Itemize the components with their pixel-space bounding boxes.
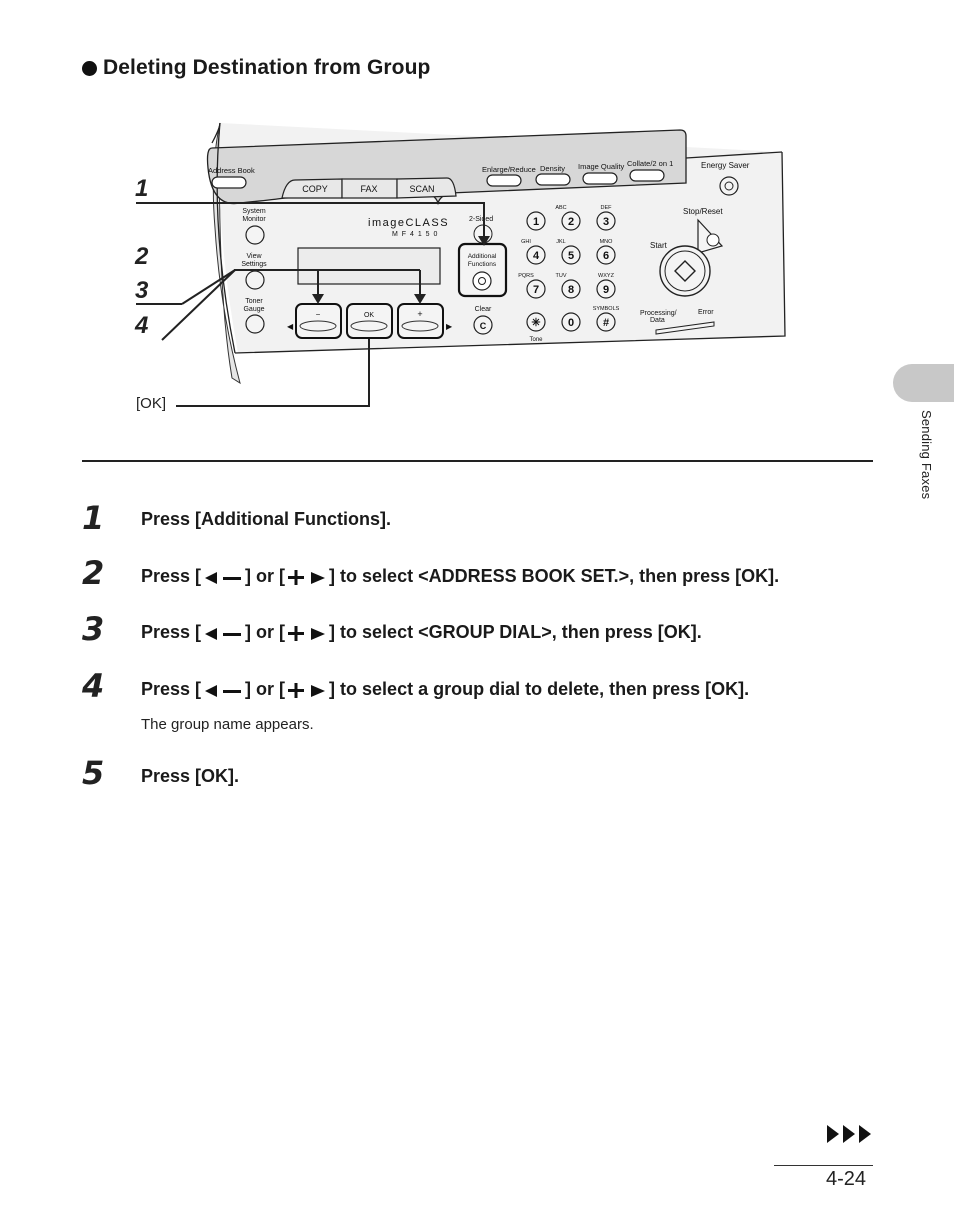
keypad-digit: 5	[567, 250, 575, 262]
bullet-icon	[82, 61, 97, 76]
step-number: 1	[82, 499, 105, 537]
left-arrow-icon: ◀	[287, 322, 294, 331]
collate-label: Collate/2 on 1	[627, 159, 674, 168]
right-arrow-icon: ▶	[446, 322, 453, 331]
section-heading	[82, 56, 430, 80]
system-monitor-button[interactable]	[246, 226, 264, 244]
keypad-digit: #	[602, 317, 610, 329]
view-settings-button[interactable]	[246, 271, 264, 289]
plus-label: +	[417, 309, 423, 319]
plus-right-key-icon	[285, 569, 329, 585]
callout-2: 2	[135, 243, 149, 270]
keypad-digit: 8	[567, 284, 575, 296]
energy-saver-label: Energy Saver	[701, 161, 750, 170]
keypad-letters: SYMBOLS	[592, 306, 620, 312]
additional-functions-label-1: Additional	[467, 253, 497, 260]
plus-right-key-icon	[285, 682, 329, 698]
density-label: Density	[540, 164, 566, 173]
section-divider	[82, 460, 873, 462]
energy-saver-button[interactable]	[720, 177, 738, 195]
step-number: 3	[82, 610, 105, 648]
page-number: 4-24	[826, 1168, 867, 1190]
keypad-digit: 3	[602, 216, 610, 228]
stop-reset-button[interactable]	[707, 234, 719, 246]
system-monitor-label-2: Monitor	[242, 216, 266, 223]
density-button[interactable]	[536, 174, 570, 185]
error-label: Error	[698, 309, 714, 316]
step-number: 5	[82, 754, 105, 792]
keypad-letters: MNO	[599, 239, 613, 245]
keypad-letters: PQRS	[518, 273, 534, 279]
keypad-letters: DEF	[600, 205, 612, 211]
keypad-letters: GHI	[521, 239, 531, 245]
plus-right-key-icon	[285, 625, 329, 641]
keypad-digit: 7	[532, 284, 540, 296]
keypad-digit: 1	[532, 216, 540, 228]
chapter-tab-label: Sending Faxes	[919, 410, 934, 500]
step-number: 2	[82, 554, 105, 592]
toner-gauge-label-1: Toner	[245, 298, 263, 305]
model-name: M F 4 1 5 0	[392, 231, 439, 238]
keypad-digit: 4	[532, 250, 540, 262]
processing-label-2: Data	[650, 317, 665, 324]
toner-gauge-label-2: Gauge	[243, 306, 265, 313]
control-panel-illustration	[120, 108, 800, 408]
additional-functions-label-2: Functions	[467, 261, 497, 268]
callout-4: 4	[135, 312, 149, 339]
keypad-digit: 6	[602, 250, 610, 262]
chapter-tab	[893, 364, 954, 402]
keypad-letters: TUV	[555, 273, 567, 279]
image-quality-label: Image Quality	[578, 162, 625, 171]
brand-logo: imageCLASS	[368, 217, 450, 229]
continue-arrows-icon	[826, 1124, 874, 1144]
step-text: Press [ ] or [ ] to select a group dial to delete, then press [OK].	[141, 679, 750, 699]
tab-fax-label: FAX	[360, 184, 378, 194]
clear-key-label: C	[479, 321, 487, 331]
keypad-digit: 0	[567, 317, 575, 329]
tone-label: Tone	[529, 337, 543, 343]
ok-label: OK	[363, 312, 375, 319]
start-label: Start	[650, 241, 667, 250]
left-minus-key-icon	[201, 569, 245, 585]
callout-3: 3	[135, 277, 149, 304]
keypad-letters: ABC	[555, 205, 567, 211]
step-text: Press [ ] or [ ] to select <GROUP DIAL>, then press [OK].	[141, 622, 702, 642]
step-text: Press [Additional Functions].	[141, 509, 392, 529]
left-minus-key-icon	[201, 625, 245, 641]
step-number: 4	[82, 667, 105, 705]
stop-reset-label: Stop/Reset	[683, 207, 723, 216]
step-text: Press [OK].	[141, 766, 240, 786]
minus-label: −	[315, 310, 321, 319]
tab-copy-label: COPY	[302, 184, 328, 194]
ok-callout-label: [OK]	[136, 395, 167, 412]
processing-label-1: Processing/	[640, 310, 677, 317]
step-4-note: The group name appears.	[141, 716, 314, 733]
keypad-digit: ✳	[531, 317, 541, 329]
view-settings-label-1: View	[246, 253, 262, 260]
section-title: Deleting Destination from Group	[103, 56, 431, 79]
keypad-letters: WXYZ	[598, 273, 614, 279]
address-book-label: Address Book	[208, 166, 255, 175]
clear-label: Clear	[474, 306, 492, 313]
additional-functions-button[interactable]	[473, 272, 491, 290]
lcd-display	[298, 248, 440, 284]
address-book-button[interactable]	[212, 177, 246, 188]
collate-button[interactable]	[630, 170, 664, 181]
toner-gauge-button[interactable]	[246, 315, 264, 333]
enlarge-reduce-label: Enlarge/Reduce	[482, 165, 536, 174]
view-settings-label-2: Settings	[241, 261, 267, 268]
step-text: Press [ ] or [ ] to select <ADDRESS BOOK SET.>, then press [OK].	[141, 566, 780, 586]
page-number-rule	[774, 1165, 873, 1166]
left-minus-key-icon	[201, 682, 245, 698]
callout-1: 1	[135, 175, 149, 202]
start-button[interactable]	[660, 246, 710, 296]
tab-scan-label: SCAN	[409, 184, 435, 194]
keypad-digit: 9	[602, 284, 610, 296]
system-monitor-label-1: System	[242, 208, 266, 215]
mode-tabs	[282, 178, 456, 198]
image-quality-button[interactable]	[583, 173, 617, 184]
two-sided-label: 2-Sided	[469, 216, 494, 223]
keypad-digit: 2	[567, 216, 575, 228]
enlarge-reduce-button[interactable]	[487, 175, 521, 186]
keypad-letters: JKL	[556, 239, 566, 245]
